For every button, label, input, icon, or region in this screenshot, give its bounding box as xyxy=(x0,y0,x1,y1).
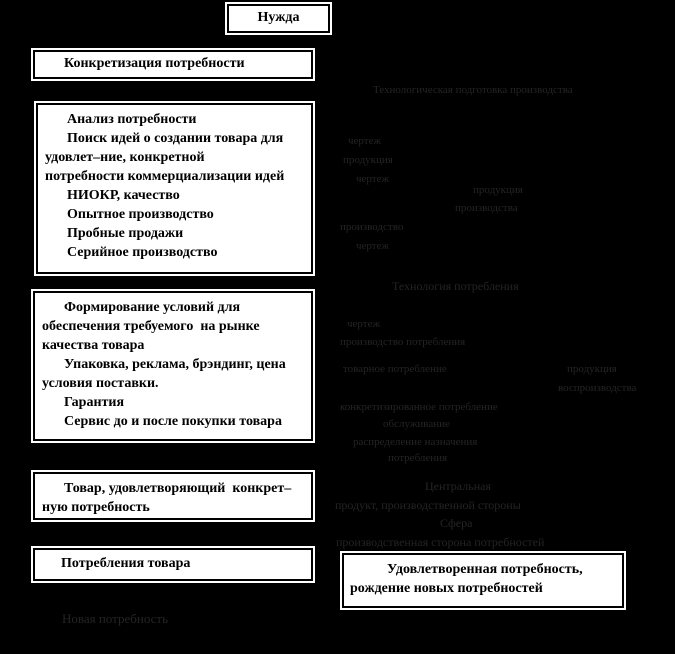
conditions-line: Упаковка, реклама, брэндинг, цена xyxy=(64,357,286,372)
faint-label: производства xyxy=(455,202,518,214)
conditions-line: качества товара xyxy=(42,338,145,353)
satisfied-line: Удовлетворенная потребность, xyxy=(387,562,583,577)
faint-label: продукция xyxy=(343,154,393,166)
box-need xyxy=(227,4,330,33)
conditions-line: Формирование условий для xyxy=(64,300,241,315)
faint-label: конкретизированное потребление xyxy=(340,401,498,413)
conditions-line: обеспечения требуемого на рынке xyxy=(42,319,260,334)
analysis-line: Поиск идей о создании товара для xyxy=(67,131,284,146)
analysis-line: Серийное производство xyxy=(67,245,218,260)
analysis-line: потребности коммерциализации идей xyxy=(45,169,285,184)
box-consumption-label: Потребления товара xyxy=(61,556,191,571)
analysis-line: Анализ потребности xyxy=(67,112,197,127)
analysis-line: Опытное производство xyxy=(67,207,214,222)
faint-label: продукция xyxy=(473,184,523,196)
faint-label: производственная сторона потребностей xyxy=(336,535,545,549)
faint-label: обслуживание xyxy=(383,418,450,430)
faint-label: чертеж xyxy=(356,173,390,185)
faint-label: Сфера xyxy=(440,516,473,530)
box-satisfied xyxy=(342,553,624,608)
faint-label: продукция xyxy=(567,363,617,375)
faint-label: Технология потребления xyxy=(392,279,519,293)
satisfied-line: рождение новых потребностей xyxy=(350,581,543,596)
box-product xyxy=(33,472,313,520)
analysis-line: Пробные продажи xyxy=(67,226,184,241)
box-conditions xyxy=(33,291,313,441)
box-specify xyxy=(33,50,313,79)
faint-label: распределение назначения xyxy=(353,436,478,448)
faint-label: потребления xyxy=(388,452,448,464)
conditions-line: Сервис до и после покупки товара xyxy=(64,414,282,429)
box-consumption xyxy=(33,548,313,581)
faint-label: воспроизводства xyxy=(558,382,637,394)
product-line: Товар, удовлетворяющий конкрет– xyxy=(64,481,292,496)
conditions-line: Гарантия xyxy=(64,395,125,410)
faint-label: Центральная xyxy=(425,479,491,493)
faint-label: чертеж xyxy=(347,318,381,330)
faint-label: производство xyxy=(340,221,404,233)
box-need-label: Нужда xyxy=(257,10,300,25)
product-line: ную потребность xyxy=(42,500,150,515)
faint-label: чертеж xyxy=(348,135,382,147)
faint-label: Технологическая подготовка производства xyxy=(373,84,573,96)
faint-label: Новая потребность xyxy=(62,611,169,626)
box-specify-label: Конкретизация потребности xyxy=(64,56,245,71)
analysis-line: удовлет–ние, конкретной xyxy=(45,150,205,165)
faint-label: чертеж xyxy=(356,240,390,252)
faint-label: товарное потребление xyxy=(343,363,447,375)
box-analysis xyxy=(36,103,313,274)
faint-label: производство потребления xyxy=(340,336,466,348)
analysis-line: НИОКР, качество xyxy=(67,188,180,203)
faint-label: продукт, производственной стороны xyxy=(335,498,521,512)
conditions-line: условия поставки. xyxy=(42,376,159,391)
